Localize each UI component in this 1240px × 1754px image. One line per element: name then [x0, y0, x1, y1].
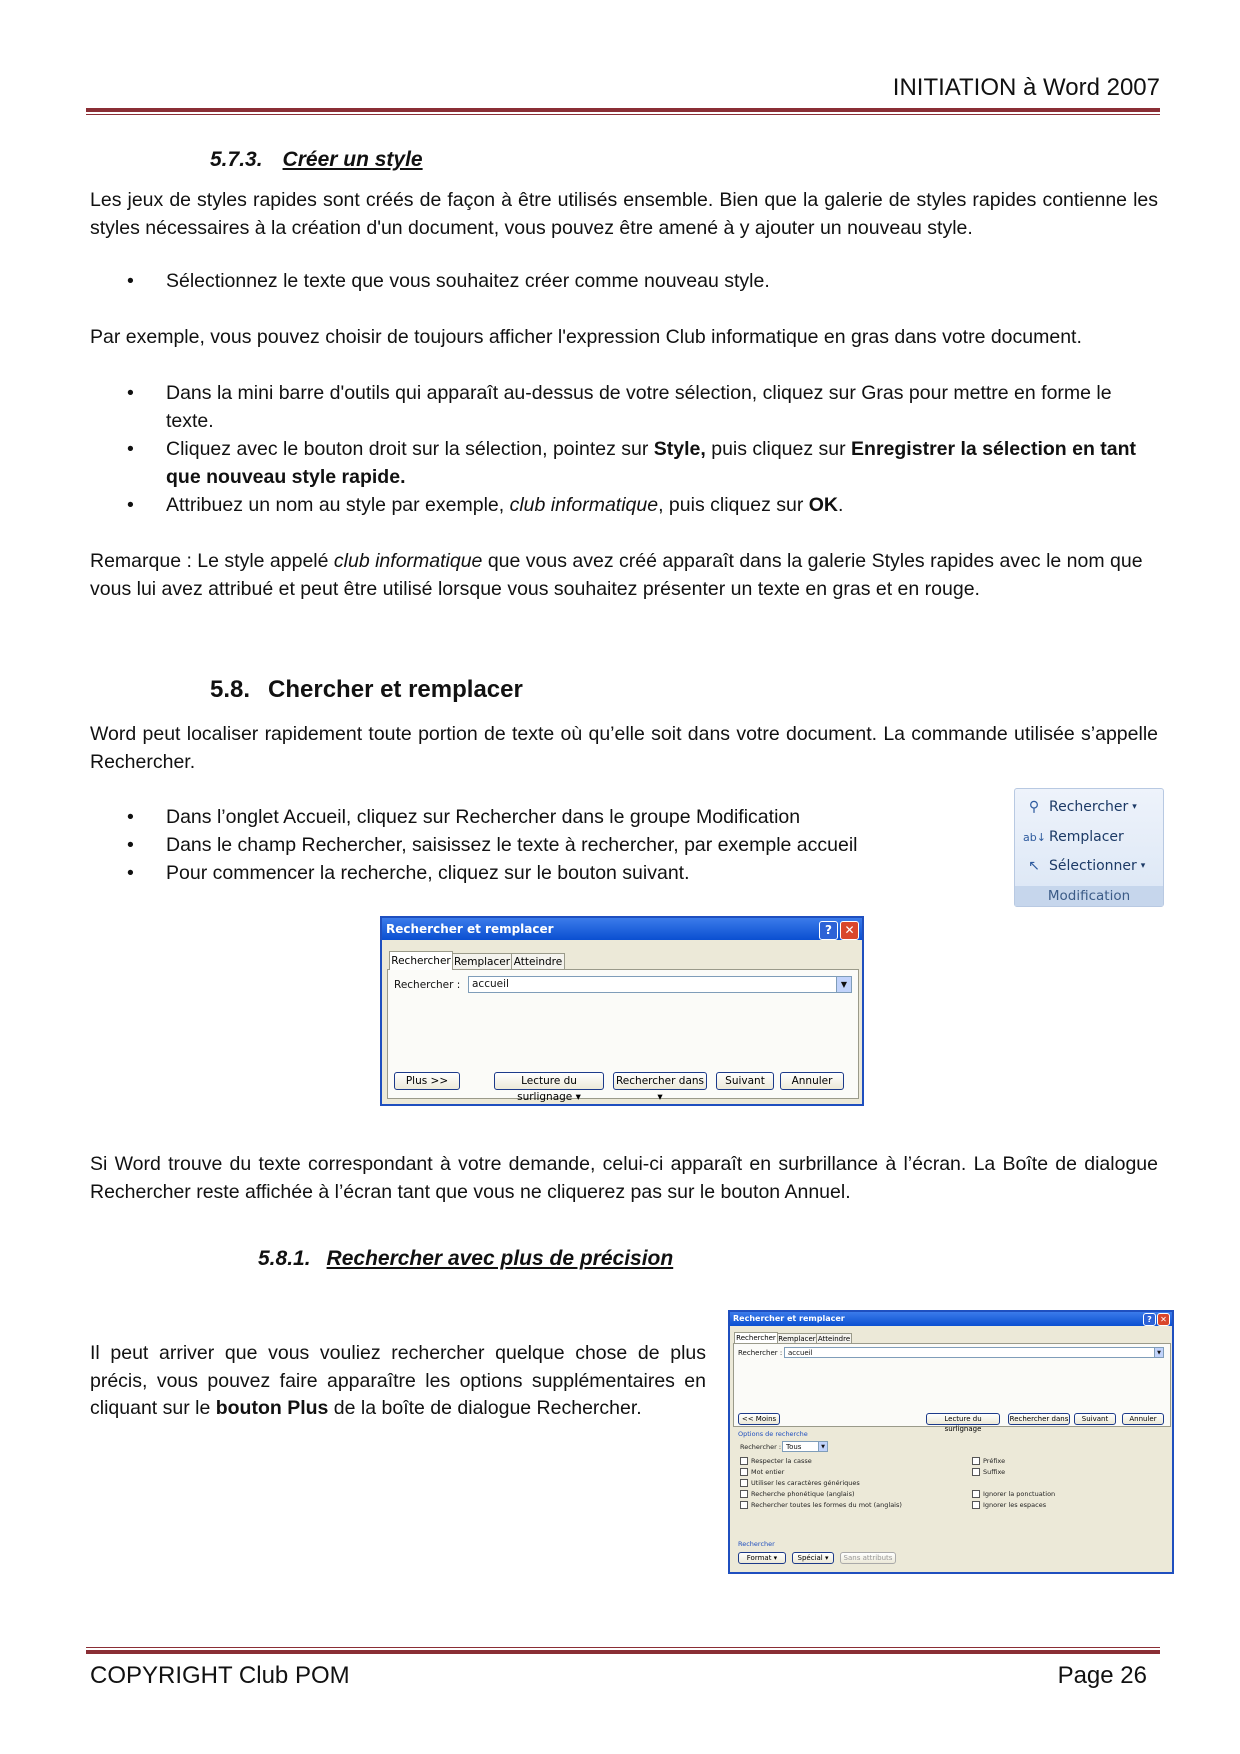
footer-page-number: Page 26: [1057, 1662, 1147, 1689]
chevron-down-icon[interactable]: ▼: [1154, 1348, 1163, 1357]
paragraph-more-options: Il peut arriver que vous vouliez rechercher quelque chose de plus précis, vous pouvez faire apparaître les options supplémentaires en cliquant sur le bouton Plus de la boîte de dialogue Rechercher.: [90, 1342, 706, 1419]
find-tab-panel: Rechercher : accueil ▼: [733, 1343, 1171, 1427]
paragraph-highlight: Si Word trouve du texte correspondant à votre demande, celui-ci apparaît en surbrillance à l’écran. La Boîte de dialogue Rechercher reste affichée à l’écran tant que vous ne cliquerez pas sur le bouton Annuel.: [90, 1153, 1158, 1203]
ribbon-group-label: Modification: [1015, 886, 1163, 906]
replace-icon: ab↓: [1023, 830, 1046, 844]
tab-replace[interactable]: Remplacer: [452, 953, 512, 970]
page-header: [893, 74, 1160, 102]
chevron-down-icon[interactable]: ▼: [836, 977, 851, 992]
option-suffix[interactable]: Suffixe: [972, 1468, 1005, 1476]
find-in-button[interactable]: Rechercher dans: [1009, 1415, 1069, 1423]
find-in-button[interactable]: Rechercher dans ▾: [613, 1072, 707, 1090]
find-replace-dialog-expanded: [728, 1310, 1174, 1574]
binoculars-icon: ⚲: [1028, 799, 1040, 815]
ribbon-replace-button[interactable]: ab↓ Remplacer: [1023, 829, 1124, 845]
chevron-down-icon: ▾: [1132, 802, 1137, 812]
chevron-down-icon[interactable]: ▼: [818, 1442, 827, 1451]
cancel-button[interactable]: Annuler: [780, 1072, 844, 1090]
ribbon-modification-group: [1014, 788, 1164, 907]
special-button[interactable]: Spécial ▾: [792, 1552, 834, 1564]
tab-goto[interactable]: Atteindre: [511, 953, 565, 970]
paragraph-example: Par exemple, vous pouvez choisir de toujours afficher l'expression Club informatique en gras dans votre document.: [90, 326, 1082, 348]
find-section-label: Rechercher: [738, 1540, 775, 1548]
less-button[interactable]: << Moins: [738, 1413, 780, 1425]
chevron-down-icon: ▾: [1140, 861, 1146, 871]
close-button[interactable]: ✕: [840, 921, 859, 940]
option-whole-word[interactable]: Mot entier: [740, 1468, 784, 1476]
option-match-case[interactable]: Respecter la casse: [740, 1457, 812, 1465]
tab-find[interactable]: Rechercher: [734, 1332, 778, 1344]
tab-replace[interactable]: Remplacer: [778, 1335, 816, 1343]
header-rule: [86, 108, 1160, 115]
option-wildcards[interactable]: Utiliser les caractères génériques: [740, 1479, 860, 1487]
paragraph-find-intro: Word peut localiser rapidement toute portion de texte où qu’elle soit dans votre document. La commande utilisée s’appelle Rechercher.: [90, 723, 1158, 773]
ribbon-find-button[interactable]: ⚲ Rechercher ▾: [1023, 794, 1137, 820]
heading-5-8-1: 5.8.1. Rechercher avec plus de précision: [258, 1247, 674, 1270]
search-direction-select[interactable]: Tous ▼: [782, 1441, 828, 1452]
option-word-forms[interactable]: Rechercher toutes les formes du mot (anglais): [740, 1501, 902, 1509]
cursor-icon: ↖: [1028, 858, 1040, 874]
heading-5-8: 5.8. Chercher et remplacer: [210, 676, 523, 703]
format-button[interactable]: Format ▾: [738, 1552, 786, 1564]
header-title: INITIATION à Word 2007: [892, 74, 1160, 101]
next-button[interactable]: Suivant: [716, 1072, 774, 1090]
heading-5-7-3: 5.7.3. Créer un style: [210, 148, 423, 171]
tab-find[interactable]: Rechercher: [389, 951, 453, 970]
dialog-titlebar: Rechercher et remplacer: [382, 918, 862, 940]
search-direction-label: Rechercher :: [740, 1443, 782, 1451]
tab-goto[interactable]: Atteindre: [817, 1335, 851, 1343]
cancel-button[interactable]: Annuler: [1122, 1413, 1164, 1425]
options-title: Options de recherche: [738, 1430, 808, 1438]
footer-rule: [86, 1647, 1160, 1654]
find-replace-dialog: [380, 916, 864, 1106]
dialog-titlebar: Rechercher et remplacer: [730, 1312, 1172, 1326]
ribbon-select-button[interactable]: ↖ Sélectionner ▾: [1023, 853, 1145, 879]
option-ignore-punctuation[interactable]: Ignorer la ponctuation: [972, 1490, 1055, 1498]
help-button[interactable]: ?: [819, 921, 838, 940]
reading-highlight-button[interactable]: Lecture du surlignage ▾: [494, 1072, 604, 1090]
option-sounds-like[interactable]: Recherche phonétique (anglais): [740, 1490, 855, 1498]
find-input[interactable]: accueil ▼: [468, 976, 852, 993]
help-button[interactable]: ?: [1143, 1313, 1156, 1326]
more-button[interactable]: Plus >>: [394, 1072, 460, 1090]
footer-copyright: COPYRIGHT Club POM: [90, 1662, 350, 1689]
find-label: Rechercher :: [394, 979, 461, 991]
next-button[interactable]: Suivant: [1074, 1413, 1116, 1425]
paragraph-remark: Remarque : Le style appelé club informatique que vous avez créé apparaît dans la galerie Styles rapides avec le nom que vous lui avez attribué et peut être utilisé lorsque vous souhaitez présenter un texte en gras et en rouge.: [90, 550, 1143, 600]
no-formatting-button[interactable]: Sans attributs: [840, 1552, 896, 1564]
option-prefix[interactable]: Préfixe: [972, 1457, 1005, 1465]
option-ignore-spaces[interactable]: Ignorer les espaces: [972, 1501, 1046, 1509]
close-button[interactable]: ✕: [1157, 1313, 1170, 1326]
reading-highlight-button[interactable]: Lecture du surlignage: [926, 1413, 1000, 1425]
find-input[interactable]: accueil ▼: [784, 1347, 1164, 1358]
find-tab-panel: [387, 969, 859, 1103]
paragraph-styles: Les jeux de styles rapides sont créés de façon à être utilisés ensemble. Bien que la galerie de styles rapides contienne les styles nécessaires à la création d'un document, vous pouvez être amené à y ajouter un nouveau style.: [90, 189, 1158, 239]
